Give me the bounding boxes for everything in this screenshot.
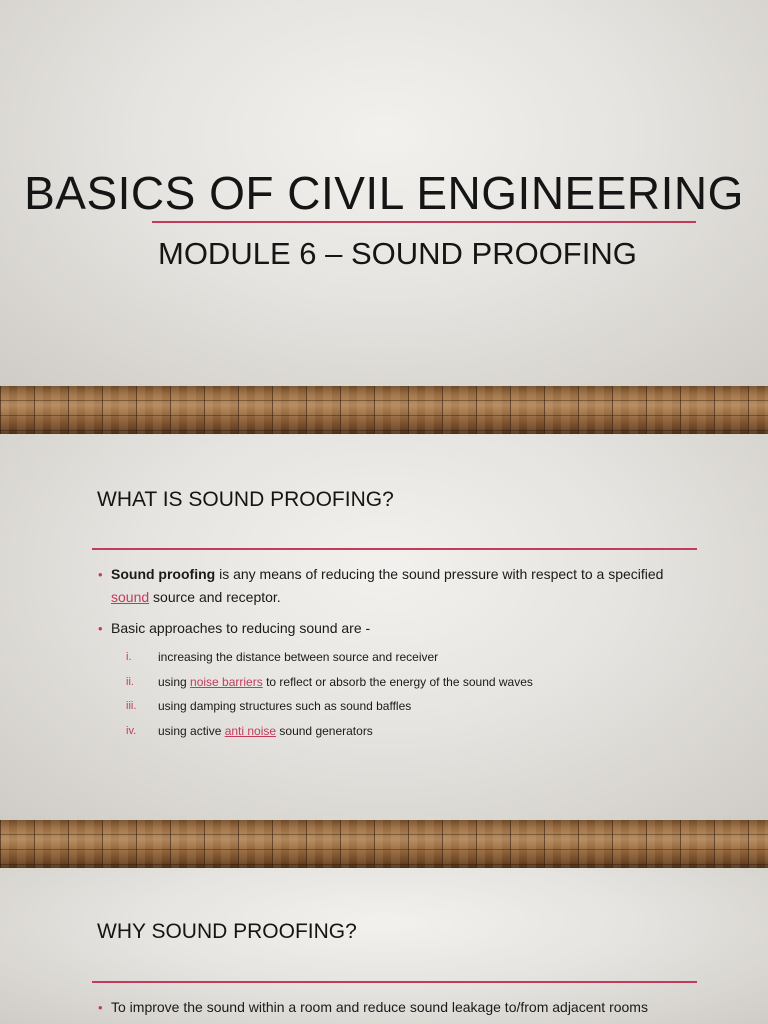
list-item <box>98 694 698 719</box>
bullet-text: is any means of reducing the sound pressure with respect to a specified <box>215 566 664 582</box>
wood-floor-divider <box>0 820 768 868</box>
bullet-list <box>98 563 698 743</box>
bullet-list <box>98 996 698 1024</box>
list-item <box>98 670 698 695</box>
list-item <box>98 719 698 744</box>
bullet-icon: • <box>98 567 103 582</box>
slide-heading: WHAT IS SOUND PROOFING? <box>97 488 394 511</box>
wood-floor-divider <box>0 386 768 434</box>
heading-divider <box>92 548 697 550</box>
slide-subtitle: MODULE 6 – SOUND PROOFING <box>158 236 637 271</box>
roman-numeral: ii. <box>126 675 134 688</box>
roman-numeral: iv. <box>126 724 137 737</box>
item-text: to reflect or absorb the energy of the sound waves <box>262 674 533 689</box>
bullet-icon: • <box>98 621 103 636</box>
slide-heading: WHY SOUND PROOFING? <box>97 920 357 943</box>
slide-title: BASICS OF CIVIL ENGINEERING <box>24 167 744 219</box>
item-text: using damping structures such as sound baffles <box>158 699 412 713</box>
bullet-item <box>98 996 698 1019</box>
slide-3 <box>0 868 768 1024</box>
bullet-text: source and receptor. <box>149 589 281 605</box>
bullet-text: Basic approaches to reducing sound are - <box>111 620 371 636</box>
title-divider <box>152 221 696 223</box>
slide-2 <box>0 434 768 820</box>
roman-numeral: iii. <box>126 700 137 712</box>
heading-divider <box>92 981 697 983</box>
sound-link[interactable]: sound <box>111 589 150 605</box>
list-item <box>98 645 698 670</box>
bullet-item <box>98 563 698 609</box>
slide-1 <box>0 0 768 386</box>
bullet-text: To improve the sound within a room and reduce sound leakage to/from adjacent rooms <box>111 999 648 1015</box>
bold-term: Sound proofing <box>111 566 216 582</box>
item-text: sound generators <box>276 723 373 738</box>
numbered-sublist <box>98 645 698 743</box>
item-text: using <box>158 674 191 689</box>
noise-barriers-link[interactable]: noise barriers <box>190 674 263 689</box>
anti-noise-link[interactable]: anti noise <box>224 723 277 738</box>
item-text: increasing the distance between source and receiver <box>158 650 439 664</box>
bullet-item <box>98 617 698 640</box>
bullet-icon: • <box>98 1000 103 1015</box>
item-text: using active <box>158 723 225 738</box>
roman-numeral: i. <box>126 651 132 663</box>
